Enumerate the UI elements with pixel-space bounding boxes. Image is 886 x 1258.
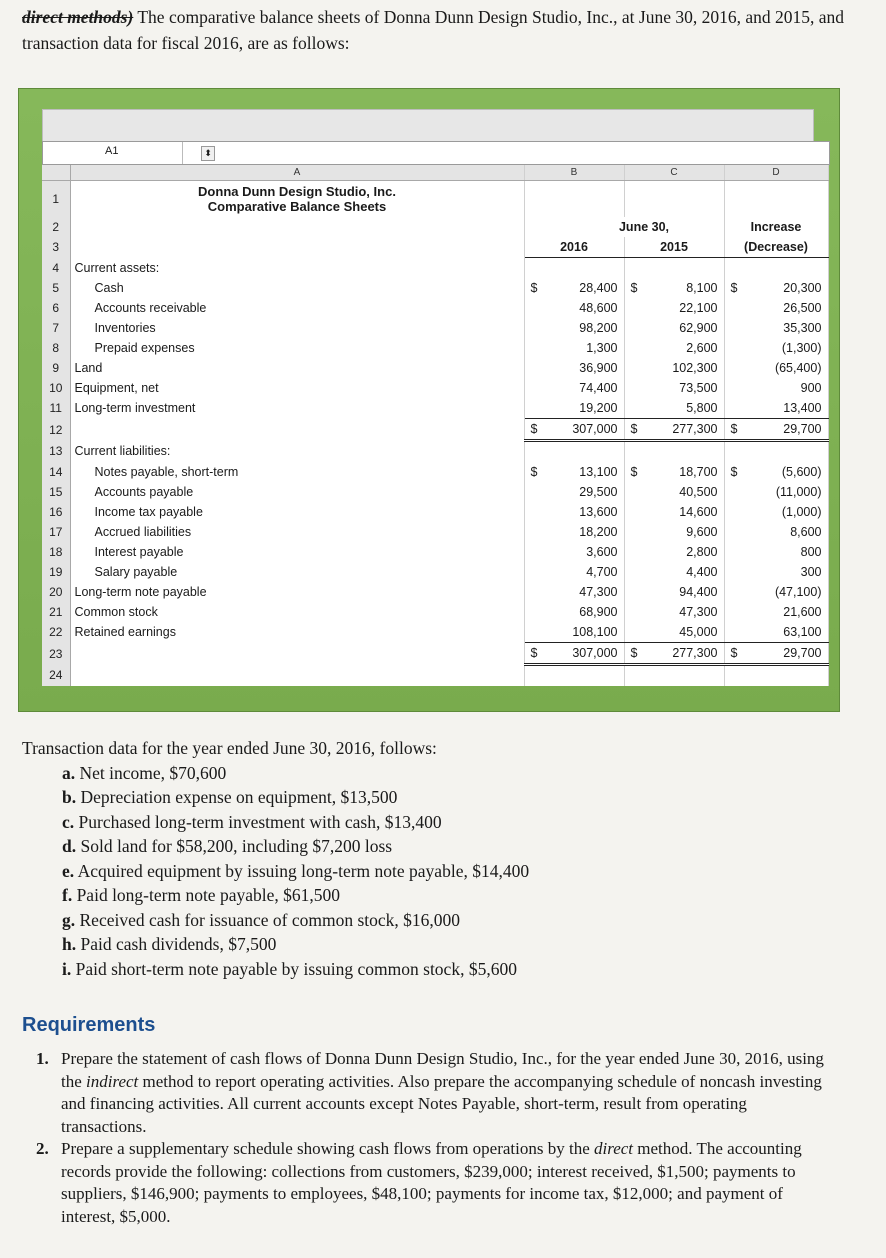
currency-sign: $	[630, 646, 638, 660]
value-2016: 3,600	[524, 542, 624, 562]
value-2015: 22,100	[624, 298, 724, 318]
row-number[interactable]: 3	[42, 237, 70, 258]
row-number[interactable]: 4	[42, 258, 70, 279]
value-2016: 36,900	[524, 358, 624, 378]
value-2015: 2,600	[624, 338, 724, 358]
currency-sign: $	[530, 465, 538, 479]
requirements-list	[36, 1048, 836, 1228]
row-number[interactable]: 7	[42, 318, 70, 338]
table-row	[42, 298, 828, 318]
company-name: Donna Dunn Design Studio, Inc.	[198, 184, 396, 199]
table-row	[42, 181, 828, 218]
table-row	[42, 582, 828, 602]
value-2016: 74,400	[524, 378, 624, 398]
namebox-dropdown-icon[interactable]: ⬍	[201, 146, 215, 161]
value-2016: 48,600	[524, 298, 624, 318]
value-change: 63,100	[724, 622, 828, 643]
value-2016: $ 13,100	[524, 462, 624, 482]
table-row	[42, 278, 828, 298]
value-2015: 102,300	[624, 358, 724, 378]
value-change: 300	[724, 562, 828, 582]
row-number[interactable]: 19	[42, 562, 70, 582]
table-row	[42, 622, 828, 643]
value-change: 13,400	[724, 398, 828, 419]
row-number[interactable]: 24	[42, 665, 70, 687]
requirements-heading: Requirements	[22, 1014, 156, 1036]
row-number[interactable]: 6	[42, 298, 70, 318]
list-item: b. Depreciation expense on equipment, $13,500	[62, 787, 398, 807]
total-change: $ 29,700	[724, 419, 828, 441]
row-number[interactable]: 15	[42, 482, 70, 502]
balance-sheet-grid	[42, 165, 829, 686]
value-2016: 4,700	[524, 562, 624, 582]
value-change: 26,500	[724, 298, 828, 318]
row-number[interactable]: 20	[42, 582, 70, 602]
value-2015: 4,400	[624, 562, 724, 582]
account-label: Long-term investment	[70, 398, 524, 419]
value-2015: 9,600	[624, 522, 724, 542]
total-2016: $ 307,000	[524, 419, 624, 441]
value-change: $ 20,300	[724, 278, 828, 298]
requirement-item: 1. Prepare the statement of cash flows of Donna Dunn Design Studio, Inc., for the year ended June 30, 2016, using the indirect method to report operating activities. Also prepare the accompanying schedule of noncash investing and financing activities. All current accounts except Notes Payable, short-term, result from operating transactions.	[36, 1049, 824, 1136]
spreadsheet-toolbar	[42, 109, 814, 143]
list-item: c. Purchased long-term investment with cash, $13,400	[62, 811, 442, 832]
june30-header: June 30,	[524, 217, 724, 237]
account-label: Accounts payable	[70, 482, 524, 502]
spreadsheet-frame	[18, 88, 840, 712]
currency-sign: $	[730, 646, 738, 660]
column-header[interactable]: B	[524, 165, 624, 181]
value-2015: 73,500	[624, 378, 724, 398]
table-row	[42, 602, 828, 622]
list-item: d. Sold land for $58,200, including $7,200 loss	[62, 836, 393, 856]
row-number[interactable]: 13	[42, 441, 70, 463]
table-row	[42, 419, 828, 441]
currency-sign: $	[730, 422, 738, 436]
value-2016: 18,200	[524, 522, 624, 542]
value-change: (65,400)	[724, 358, 828, 378]
account-label: Accrued liabilities	[70, 522, 524, 542]
value-2015: 45,000	[624, 622, 724, 643]
row-number[interactable]: 21	[42, 602, 70, 622]
account-label: Inventories	[70, 318, 524, 338]
currency-sign: $	[630, 281, 638, 295]
table-row	[42, 318, 828, 338]
account-label: Notes payable, short-term	[70, 462, 524, 482]
currency-sign: $	[630, 422, 638, 436]
year-2015-header: 2015	[624, 237, 724, 258]
value-2016: 98,200	[524, 318, 624, 338]
currency-sign: $	[530, 646, 538, 660]
value-change: (47,100)	[724, 582, 828, 602]
value-2016: 108,100	[524, 622, 624, 643]
column-header[interactable]: A	[70, 165, 524, 181]
list-item: a. Net income, $70,600	[62, 762, 227, 783]
list-item: e. Acquired equipment by issuing long-term note payable, $14,400	[62, 860, 530, 881]
account-label: Retained earnings	[70, 622, 524, 643]
account-label: Income tax payable	[70, 502, 524, 522]
decrease-header: (Decrease)	[724, 237, 828, 258]
value-change: (1,000)	[724, 502, 828, 522]
value-2015: $ 8,100	[624, 278, 724, 298]
table-row	[42, 643, 828, 665]
column-header-row	[42, 165, 828, 181]
table-row	[42, 462, 828, 482]
intro-text: The comparative balance sheets of Donna Dunn Design Studio, Inc., at June 30, 2016, and 2015, and transaction data for fiscal 2016, are as follows:	[22, 7, 845, 53]
requirement-item: 2. Prepare a supplementary schedule showing cash flows from operations by the direct method. The accounting records provide the following: collections from customers, $239,000; interest received, $1,500; payments to suppliers, $146,900; payments to employees, $48,100; payments for income tax, $12,000; and payment of interest, $5,000.	[36, 1139, 802, 1226]
row-number[interactable]: 10	[42, 378, 70, 398]
total-2016: $ 307,000	[524, 643, 624, 665]
section-label: Current assets:	[70, 258, 524, 279]
section-label: Current liabilities:	[70, 441, 524, 463]
row-number[interactable]: 5	[42, 278, 70, 298]
select-all-corner[interactable]	[42, 165, 70, 181]
table-row	[42, 258, 828, 279]
value-change: $ (5,600)	[724, 462, 828, 482]
table-row	[42, 378, 828, 398]
list-item: i. Paid short-term note payable by issuing common stock, $5,600	[62, 958, 517, 979]
table-row	[42, 522, 828, 542]
value-2015: $ 18,700	[624, 462, 724, 482]
table-row	[42, 237, 828, 258]
list-item: h. Paid cash dividends, $7,500	[62, 934, 277, 954]
account-label: Accounts receivable	[70, 298, 524, 318]
year-2016-header: 2016	[524, 237, 624, 258]
account-label: Salary payable	[70, 562, 524, 582]
value-2016: 68,900	[524, 602, 624, 622]
value-2015: 40,500	[624, 482, 724, 502]
value-2016: $ 28,400	[524, 278, 624, 298]
account-label: Prepaid expenses	[70, 338, 524, 358]
row-number[interactable]: 14	[42, 462, 70, 482]
account-label: Long-term note payable	[70, 582, 524, 602]
list-item: g. Received cash for issuance of common stock, $16,000	[62, 909, 461, 930]
cell-reference-box[interactable]: A1	[43, 142, 183, 164]
account-label: Cash	[70, 278, 524, 298]
transaction-section	[22, 736, 852, 981]
table-row	[42, 441, 828, 463]
value-change: 21,600	[724, 602, 828, 622]
value-2016: 19,200	[524, 398, 624, 419]
intro-paragraph	[22, 4, 852, 56]
row-number[interactable]: 23	[42, 643, 70, 665]
account-label: Equipment, net	[70, 378, 524, 398]
account-label: Interest payable	[70, 542, 524, 562]
row-number[interactable]: 8	[42, 338, 70, 358]
value-2016: 29,500	[524, 482, 624, 502]
currency-sign: $	[730, 465, 738, 479]
row-number[interactable]: 16	[42, 502, 70, 522]
formula-bar	[42, 141, 830, 165]
value-change: 35,300	[724, 318, 828, 338]
value-2015: 5,800	[624, 398, 724, 419]
table-row	[42, 542, 828, 562]
value-2015: 47,300	[624, 602, 724, 622]
row-number[interactable]: 11	[42, 398, 70, 419]
account-label: Land	[70, 358, 524, 378]
sheet-title	[70, 181, 524, 218]
table-row	[42, 482, 828, 502]
total-change: $ 29,700	[724, 643, 828, 665]
value-2015: 94,400	[624, 582, 724, 602]
value-change: 800	[724, 542, 828, 562]
table-row	[42, 562, 828, 582]
row-number[interactable]: 9	[42, 358, 70, 378]
table-row	[42, 358, 828, 378]
row-number[interactable]: 2	[42, 217, 70, 237]
table-row	[42, 398, 828, 419]
value-change: 8,600	[724, 522, 828, 542]
row-number[interactable]: 1	[42, 181, 70, 218]
value-change: (1,300)	[724, 338, 828, 358]
value-2016: 13,600	[524, 502, 624, 522]
total-2015: $ 277,300	[624, 643, 724, 665]
row-number[interactable]: 12	[42, 419, 70, 441]
account-label: Common stock	[70, 602, 524, 622]
value-2016: 47,300	[524, 582, 624, 602]
total-2015: $ 277,300	[624, 419, 724, 441]
value-change: 900	[724, 378, 828, 398]
value-2015: 62,900	[624, 318, 724, 338]
value-2015: 2,800	[624, 542, 724, 562]
currency-sign: $	[530, 422, 538, 436]
list-item: f. Paid long-term note payable, $61,500	[62, 885, 340, 905]
struck-heading: direct methods)	[22, 7, 134, 27]
table-row	[42, 502, 828, 522]
transaction-list	[22, 761, 852, 982]
transaction-heading: Transaction data for the year ended June 30, 2016, follows:	[22, 738, 437, 758]
currency-sign: $	[530, 281, 538, 295]
value-2015: 14,600	[624, 502, 724, 522]
currency-sign: $	[730, 281, 738, 295]
value-change: (11,000)	[724, 482, 828, 502]
currency-sign: $	[630, 465, 638, 479]
table-row	[42, 665, 828, 687]
increase-header: Increase	[724, 217, 828, 237]
statement-name: Comparative Balance Sheets	[207, 199, 387, 214]
column-header[interactable]: D	[724, 165, 828, 181]
value-2016: 1,300	[524, 338, 624, 358]
table-row	[42, 217, 828, 237]
row-number[interactable]: 18	[42, 542, 70, 562]
column-header[interactable]: C	[624, 165, 724, 181]
row-number[interactable]: 17	[42, 522, 70, 542]
table-row	[42, 338, 828, 358]
row-number[interactable]: 22	[42, 622, 70, 643]
